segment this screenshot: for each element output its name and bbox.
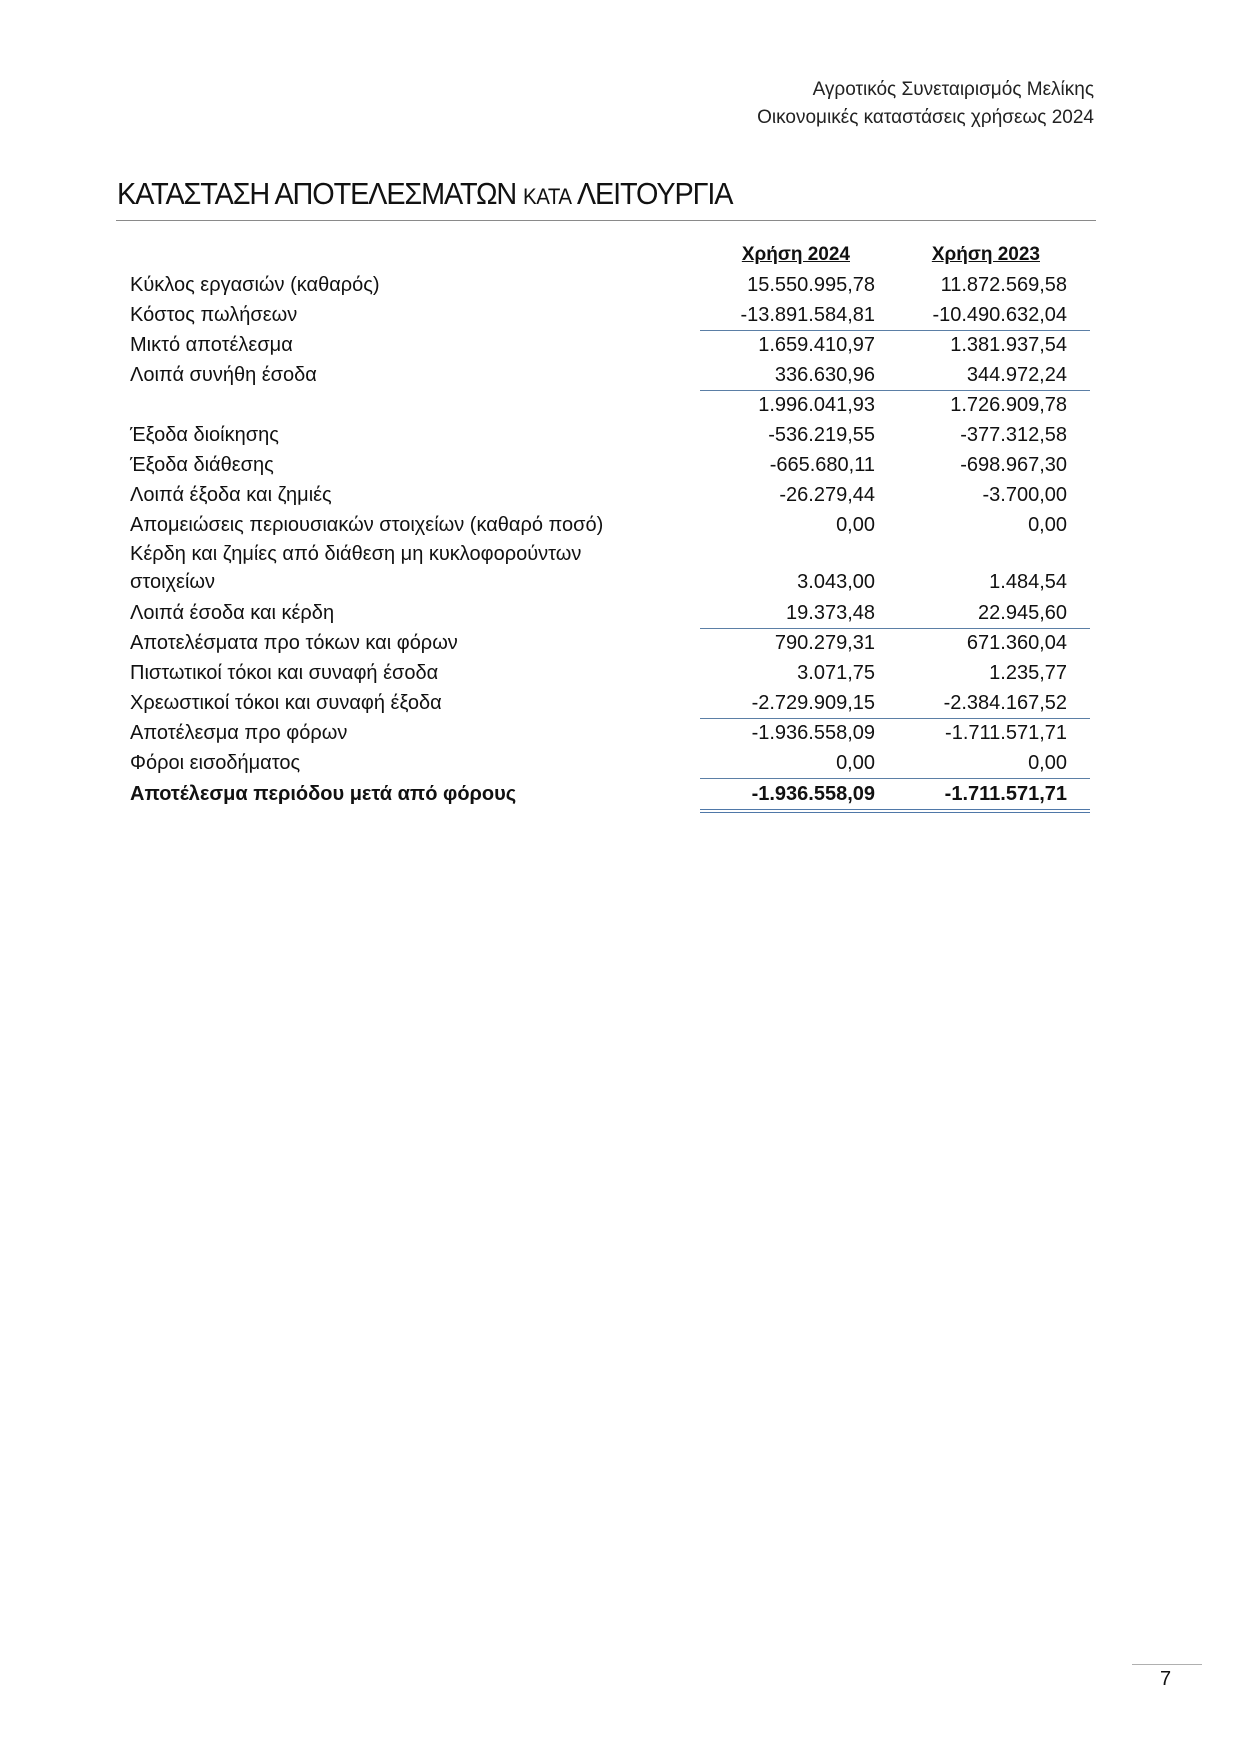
value-2023: 1.381.937,54 xyxy=(950,333,1067,356)
organization-name: Αγροτικός Συνεταιρισμός Μελίκης xyxy=(812,79,1094,100)
value-2023: 11.872.569,58 xyxy=(940,273,1067,296)
row-label: Φόροι εισοδήματος xyxy=(130,751,301,774)
value-2023: -2.384.167,52 xyxy=(943,691,1067,714)
value-2023: 0,00 xyxy=(1028,513,1067,536)
document-header xyxy=(757,76,1094,132)
table-row xyxy=(130,748,1090,778)
value-2024: 3.043,00 xyxy=(797,571,875,593)
value-2023: 1.235,77 xyxy=(989,661,1067,684)
subtotal-rule xyxy=(700,778,1090,779)
table-row xyxy=(130,718,1090,748)
table-row xyxy=(130,420,1090,450)
value-2023: -1.711.571,71 xyxy=(944,782,1067,805)
row-label: Πιστωτικοί τόκοι και συναφή έσοδα xyxy=(130,661,439,684)
table-row xyxy=(130,360,1090,390)
title-part-2: ΚΑΤΑ xyxy=(523,184,572,209)
table-row xyxy=(130,628,1090,658)
table-row xyxy=(130,540,1090,598)
row-label: Αποτέλεσμα περιόδου μετά από φόρους xyxy=(130,782,517,805)
page-number: 7 xyxy=(1160,1668,1172,1690)
value-2023: 0,00 xyxy=(1028,751,1067,774)
document-subtitle: Οικονομικές καταστάσεις χρήσεως 2024 xyxy=(757,107,1094,128)
row-label: Μικτό αποτέλεσμα xyxy=(130,333,293,356)
value-2023: 1.484,54 xyxy=(989,571,1067,593)
table-row xyxy=(130,688,1090,718)
value-2023: 671.360,04 xyxy=(966,631,1067,654)
table-row xyxy=(130,390,1090,420)
row-label: Λοιπά συνήθη έσοδα xyxy=(130,363,317,386)
row-label: Κέρδη και ζημίες από διάθεση μη κυκλοφορούντων στοιχείων xyxy=(130,543,582,593)
subtotal-rule xyxy=(700,390,1090,391)
title-divider xyxy=(116,220,1096,221)
value-2024: -1.936.558,09 xyxy=(751,721,875,744)
page-title xyxy=(117,176,732,212)
value-2024: -1.936.558,09 xyxy=(751,782,875,805)
footer-divider xyxy=(1132,1664,1202,1665)
subtotal-rule xyxy=(700,718,1090,719)
row-label: Απομειώσεις περιουσιακών στοιχείων (καθαρό ποσό) xyxy=(130,513,604,536)
value-2024: -536.219,55 xyxy=(768,423,875,446)
title-part-3: ΛΕΙΤΟΥΡΓΙΑ xyxy=(571,176,733,211)
value-2024: 1.996.041,93 xyxy=(758,393,875,416)
value-2023: -10.490.632,04 xyxy=(932,303,1067,326)
value-2024: 19.373,48 xyxy=(786,601,875,624)
row-label: Λοιπά έξοδα και ζημιές xyxy=(130,483,332,506)
row-label: Κύκλος εργασιών (καθαρός) xyxy=(130,273,380,296)
total-row xyxy=(130,778,1090,810)
value-2024: 790.279,31 xyxy=(774,631,875,654)
value-2024: 3.071,75 xyxy=(797,661,875,684)
value-2024: -2.729.909,15 xyxy=(751,691,875,714)
subtotal-rule xyxy=(700,628,1090,629)
table-row xyxy=(130,480,1090,510)
row-label: Αποτελέσματα προ τόκων και φόρων xyxy=(130,631,458,654)
value-2024: 0,00 xyxy=(836,513,875,536)
row-label: Έξοδα διάθεσης xyxy=(130,453,274,476)
value-2024: -13.891.584,81 xyxy=(740,303,875,326)
row-label: Αποτέλεσμα προ φόρων xyxy=(130,721,348,744)
table-row xyxy=(130,658,1090,688)
row-label: Κόστος πωλήσεων xyxy=(130,303,298,326)
value-2024: 1.659.410,97 xyxy=(758,333,875,356)
table-row xyxy=(130,270,1090,300)
row-label: Λοιπά έσοδα και κέρδη xyxy=(130,601,335,624)
table-row xyxy=(130,510,1090,540)
value-2023: 344.972,24 xyxy=(966,363,1067,386)
value-2024: 15.550.995,78 xyxy=(747,273,875,296)
value-2024: 336.630,96 xyxy=(774,363,875,386)
table-row xyxy=(130,300,1090,330)
column-header-2023: Χρήση 2023 xyxy=(931,244,1040,265)
subtotal-rule xyxy=(700,330,1090,331)
table-row xyxy=(130,450,1090,480)
income-statement-table xyxy=(130,240,1090,810)
column-header-2024: Χρήση 2024 xyxy=(741,244,850,265)
column-header-row xyxy=(130,240,1090,270)
value-2023: 22.945,60 xyxy=(978,601,1067,624)
title-part-1: ΚΑΤΑΣΤΑΣΗ ΑΠΟΤΕΛΕΣΜΑΤΩΝ xyxy=(117,176,524,211)
value-2024: -26.279,44 xyxy=(779,483,875,506)
value-2024: 0,00 xyxy=(836,751,875,774)
table-row xyxy=(130,330,1090,360)
value-2023: -698.967,30 xyxy=(960,453,1067,476)
row-label: Έξοδα διοίκησης xyxy=(130,423,279,446)
value-2023: -377.312,58 xyxy=(960,423,1067,446)
total-double-rule xyxy=(700,809,1090,813)
row-label: Χρεωστικοί τόκοι και συναφή έξοδα xyxy=(130,691,442,714)
value-2023: 1.726.909,78 xyxy=(950,393,1067,416)
value-2023: -1.711.571,71 xyxy=(945,721,1067,744)
value-2023: -3.700,00 xyxy=(982,483,1067,506)
table-row xyxy=(130,598,1090,628)
value-2024: -665.680,11 xyxy=(769,453,875,476)
